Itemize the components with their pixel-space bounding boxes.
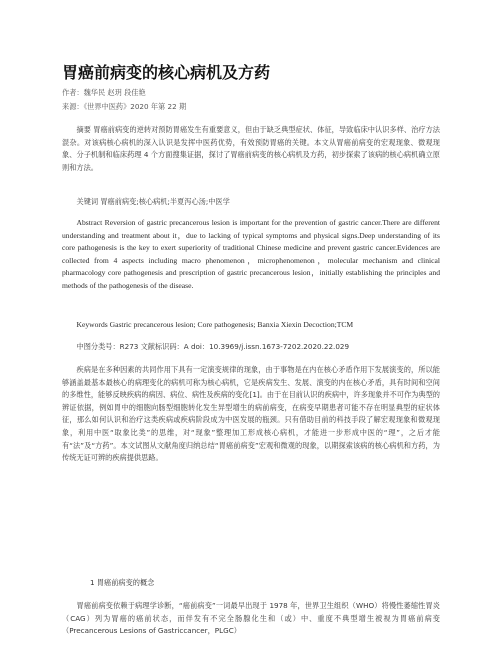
keywords-chinese: 关键词 胃癌前病变;核心病机;半夏泻心汤;中医学 — [76, 197, 230, 206]
article-title: 胃癌前病变的核心病机及方药 — [62, 63, 271, 82]
classification-doi: 中图分类号：R273 文献标识码：A doi：10.3969/j.issn.1673-7202.2020.22.029 — [76, 342, 350, 351]
section-heading-1: 1 胃癌前病变的概念 — [90, 578, 155, 587]
article-source: 来源：《世界中医药》2020 年第 22 期 — [62, 102, 187, 111]
abstract-chinese: 摘要 胃癌前病变的逆转对预防胃癌发生有重要意义，但由于缺乏典型症状、体征，导致临床中认识多样、治疗方法混杂。对该病核心病机的深入认识是发挥中医药优势，有效预防胃癌的关键。本文从胃癌前病变的宏观现象、微观现象、分子机制和临床药理 4 个方面搜集证据，探讨了胃癌前病变的核心病机及方药，初步探索了该病的核心病机确立原则和方法。 — [62, 125, 440, 172]
article-authors: 作者：魏华民 赵玥 段佳艳 — [62, 88, 146, 97]
keywords-english: Keywords Gastric precancerous lesion; Core pathogenesis; Banxia Xiexin Decoction;TCM — [76, 320, 354, 329]
body-paragraph-2: 胃癌前病变依赖于病理学诊断，“癌前病变”一词最早出现于 1978 年，世界卫生组织（WHO）将慢性萎缩性胃炎（CAG）列为胃癌的癌前状态，而伴发有不完全肠腺化生和（或）中、重度不典型增生被视为胃癌前病变（Precancerous Lesions of Gastriccancer，PLGC） — [62, 601, 440, 636]
abstract-english: Abstract Reversion of gastric precancerous lesion is important for the prevention of gastric cancer.There are different understanding and treatment about it，due to lacking of typical symptoms and physical signs.Deep understanding of its core pathogenesis is the key to exert superiority of traditional Chinese medicine and prevent gastric cancer.Evidences are collected from 4 aspects including macro phenomenon，microphenomenon，molecular mechanism and clinical pharmacology core pathogenesis and prescription of gastric precancerous lesion，initially establishing the principles and methods of the pathogenesis of the disease. — [62, 218, 440, 290]
body-paragraph-1: 疾病是在多种因素的共同作用下具有一定演变规律的现象，由于事物是在内在核心矛盾作用下发展演变的，所以能够涵盖最基本最核心的病理变化的病机可称为核心病机，它是疾病发生、发展、演变的内在核心矛盾，具有时间和空间的多维性，能够反映疾病的病因、病位、病性及疾病的变化[1]。由于在目前认识的疾病中，许多现象并不可作为典型的辨证依据，例如胃中的细胞向肠型细胞转化发生异型增生的病前病变，在病变早期患者可能不存在明显典型的症状体征，那么如何认识和治疗这类疾病或疾病阶段成为中医发展的瓶颈。只有借助目前的科技手段了解宏观现象和微观现象，利用中医“取象比类”的思维，对“现象”整理加工形成核心病机，才能进一步形成中医的“理”，之后才能有“法”及“方药”。本文试图从文献角度归纳总结“胃癌前病变”宏观和微观的现象，以期探索该病的核心病机和方药，为传统无证可辨的疾病提供思路。 — [62, 365, 440, 463]
